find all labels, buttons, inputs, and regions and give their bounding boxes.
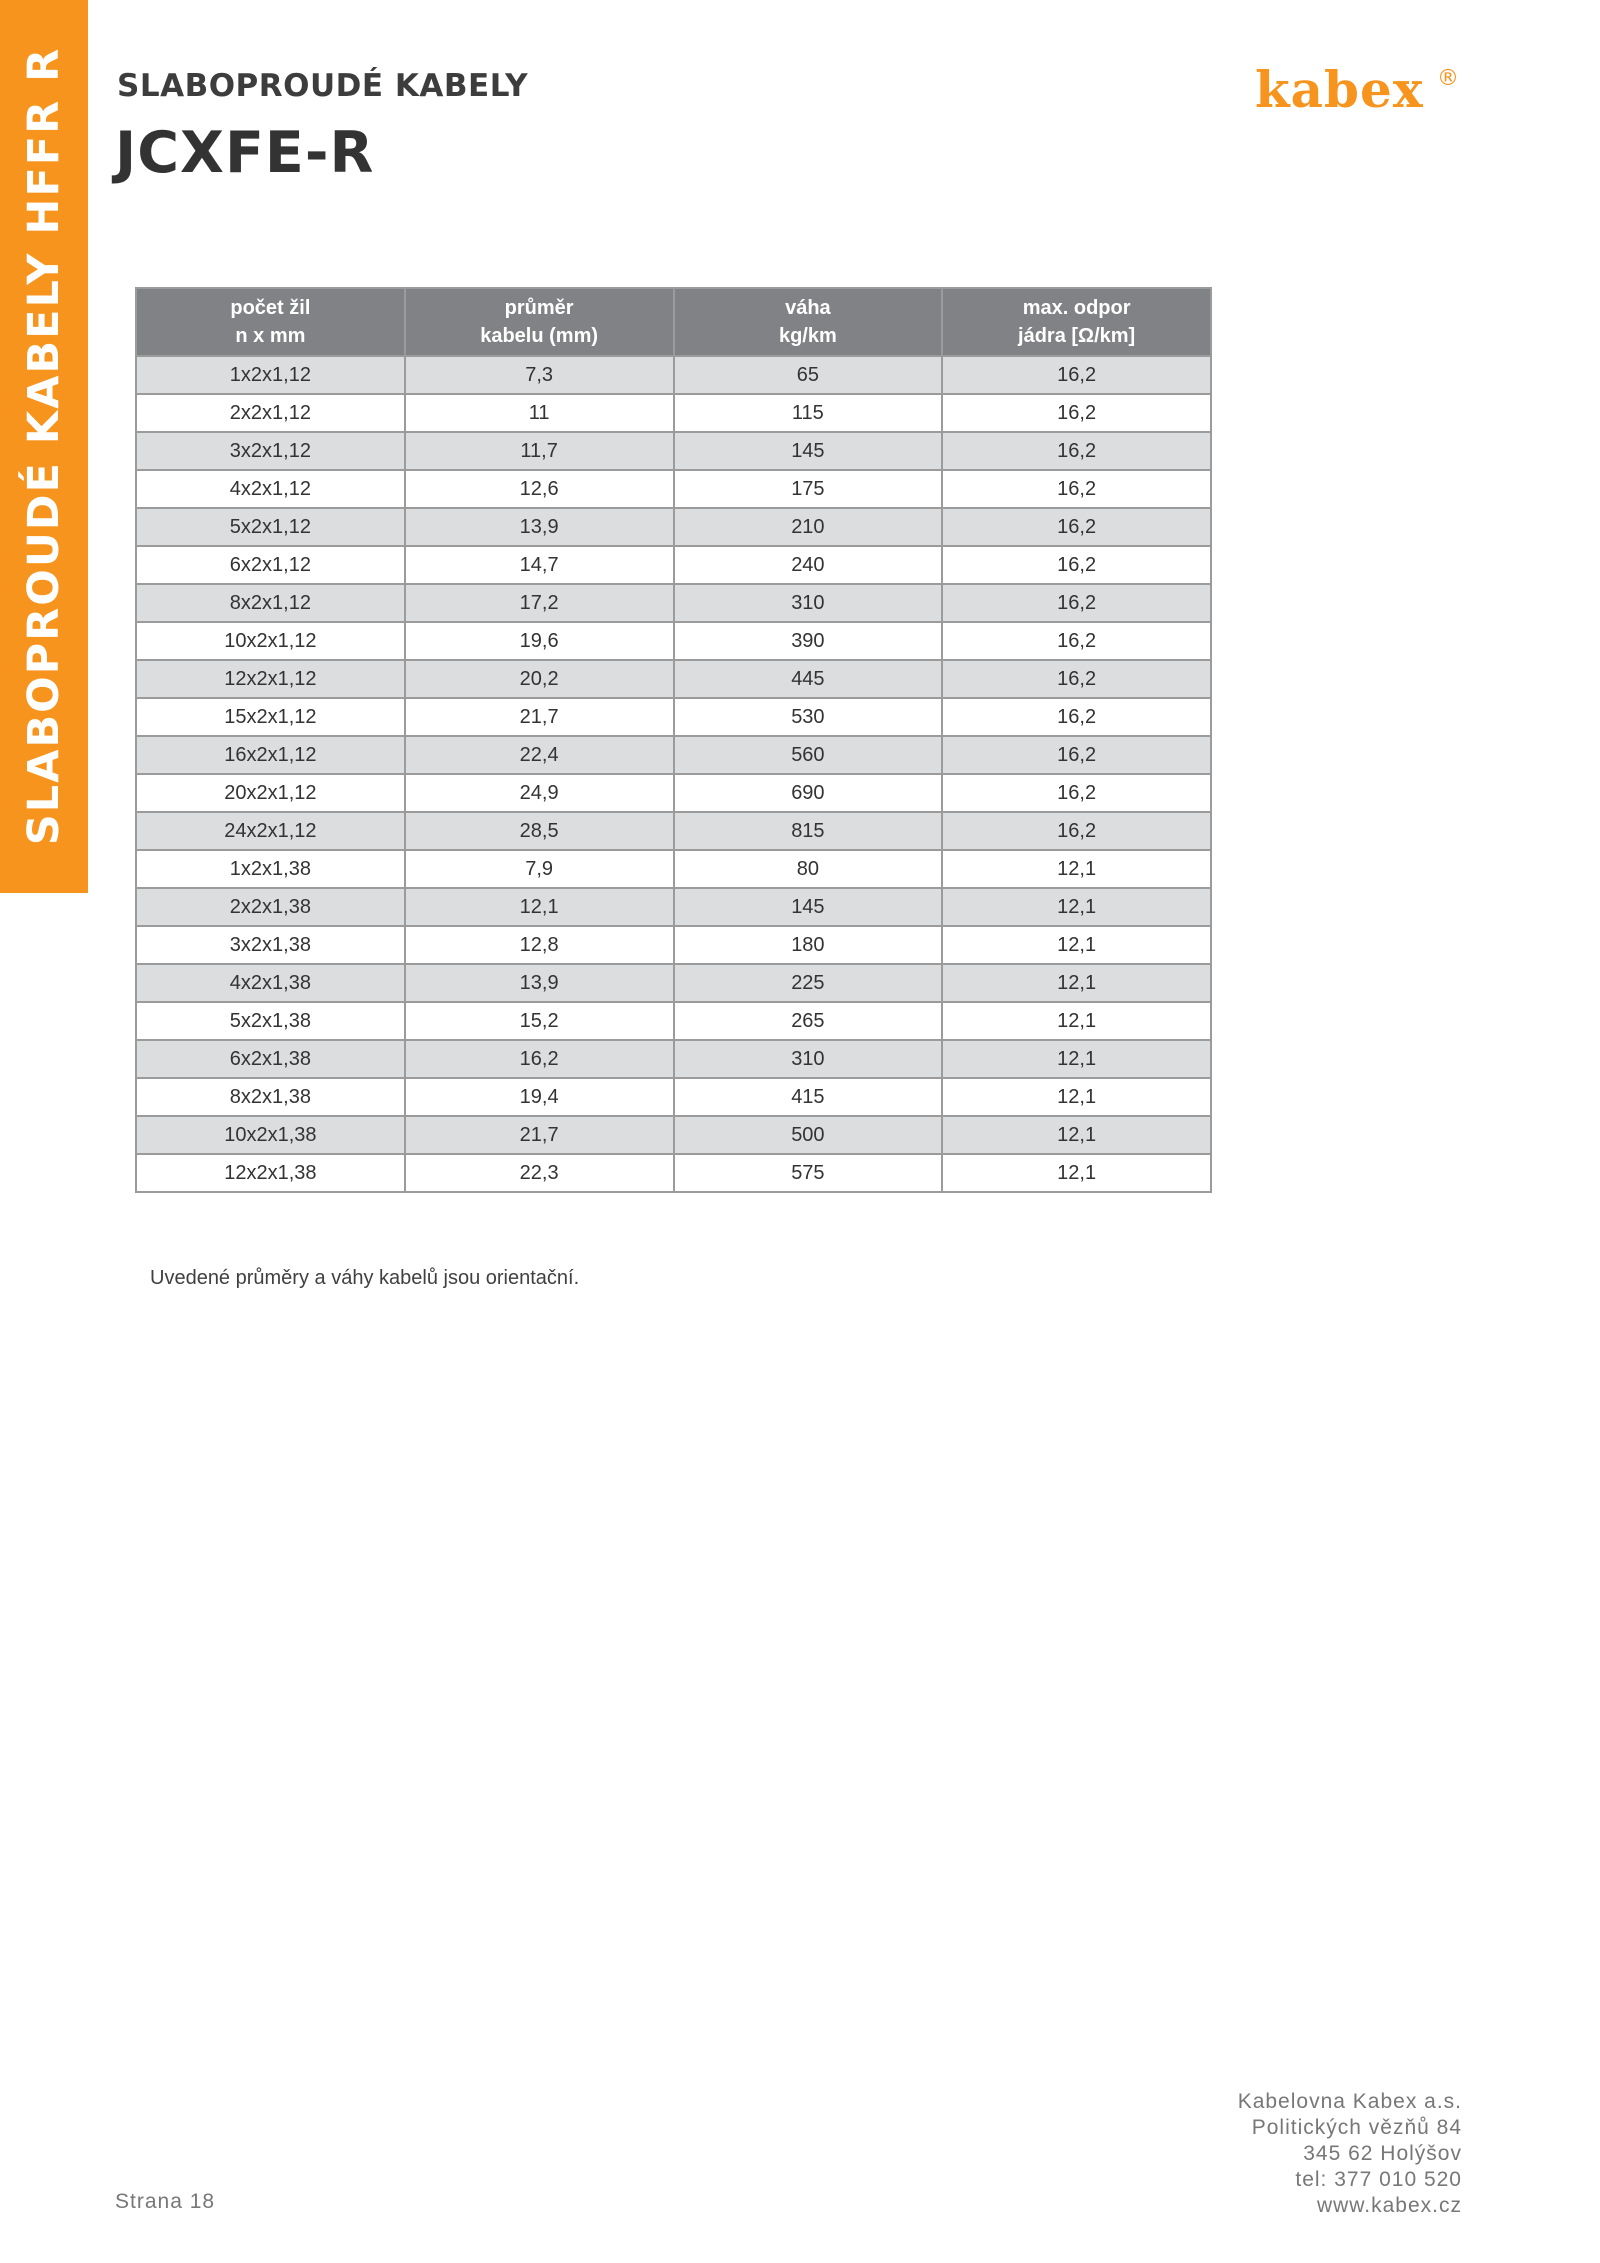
cell-resistance: 12,1 bbox=[942, 1002, 1211, 1040]
header-cores-line2: n x mm bbox=[235, 325, 306, 347]
cell-diameter: 12,6 bbox=[405, 470, 674, 508]
cell-resistance: 16,2 bbox=[942, 394, 1211, 432]
cell-resistance: 16,2 bbox=[942, 470, 1211, 508]
cell-diameter: 12,1 bbox=[405, 888, 674, 926]
logo-text: kabex bbox=[1255, 60, 1424, 119]
cell-resistance: 16,2 bbox=[942, 508, 1211, 546]
cell-weight: 225 bbox=[674, 964, 943, 1002]
cell-cores: 6x2x1,38 bbox=[136, 1040, 405, 1078]
header-diameter-line1: průměr bbox=[504, 297, 574, 319]
address-company: Kabelovna Kabex a.s. bbox=[1237, 2090, 1462, 2113]
cell-diameter: 11,7 bbox=[405, 432, 674, 470]
cell-resistance: 16,2 bbox=[942, 584, 1211, 622]
header-cores bbox=[136, 288, 405, 356]
address-website: www.kabex.cz bbox=[1316, 2194, 1462, 2217]
table-row bbox=[136, 394, 1211, 432]
cell-weight: 530 bbox=[674, 698, 943, 736]
cell-resistance: 16,2 bbox=[942, 622, 1211, 660]
footnote: Uvedené průměry a váhy kabelů jsou orientační. bbox=[150, 1267, 580, 1289]
cell-resistance: 12,1 bbox=[942, 888, 1211, 926]
table-header-row bbox=[136, 288, 1211, 356]
cell-cores: 1x2x1,38 bbox=[136, 850, 405, 888]
header-cores-line1: počet žil bbox=[230, 297, 311, 319]
table-row bbox=[136, 850, 1211, 888]
address-phone: tel: 377 010 520 bbox=[1295, 2168, 1462, 2191]
table-row bbox=[136, 508, 1211, 546]
cell-weight: 560 bbox=[674, 736, 943, 774]
cell-weight: 310 bbox=[674, 1040, 943, 1078]
address-city: 345 62 Holýšov bbox=[1303, 2142, 1462, 2165]
cell-weight: 145 bbox=[674, 432, 943, 470]
header-diameter-line2: kabelu (mm) bbox=[480, 325, 599, 347]
table-row bbox=[136, 356, 1211, 394]
header-diameter bbox=[405, 288, 674, 356]
table-body bbox=[136, 356, 1211, 1192]
company-address bbox=[1238, 2089, 1462, 2219]
cell-weight: 310 bbox=[674, 584, 943, 622]
table-row bbox=[136, 622, 1211, 660]
cell-diameter: 7,9 bbox=[405, 850, 674, 888]
table-row bbox=[136, 736, 1211, 774]
cell-weight: 390 bbox=[674, 622, 943, 660]
cell-cores: 2x2x1,38 bbox=[136, 888, 405, 926]
cell-resistance: 12,1 bbox=[942, 850, 1211, 888]
cell-cores: 10x2x1,12 bbox=[136, 622, 405, 660]
category-heading: SLABOPROUDÉ KABELY bbox=[117, 68, 529, 104]
cell-diameter: 15,2 bbox=[405, 1002, 674, 1040]
sidebar-label: SLABOPROUDÉ KABELY HFFR R bbox=[19, 46, 69, 846]
table-row bbox=[136, 1116, 1211, 1154]
registered-mark: ® bbox=[1437, 66, 1460, 91]
cell-resistance: 16,2 bbox=[942, 774, 1211, 812]
cell-weight: 265 bbox=[674, 1002, 943, 1040]
table-row bbox=[136, 926, 1211, 964]
cell-cores: 1x2x1,12 bbox=[136, 356, 405, 394]
cell-weight: 145 bbox=[674, 888, 943, 926]
table-row bbox=[136, 470, 1211, 508]
cell-cores: 10x2x1,38 bbox=[136, 1116, 405, 1154]
cell-diameter: 20,2 bbox=[405, 660, 674, 698]
cell-diameter: 28,5 bbox=[405, 812, 674, 850]
header-weight bbox=[674, 288, 943, 356]
cell-diameter: 13,9 bbox=[405, 508, 674, 546]
cell-cores: 6x2x1,12 bbox=[136, 546, 405, 584]
cell-weight: 175 bbox=[674, 470, 943, 508]
cell-resistance: 12,1 bbox=[942, 1078, 1211, 1116]
cell-diameter: 19,6 bbox=[405, 622, 674, 660]
cell-cores: 3x2x1,38 bbox=[136, 926, 405, 964]
cell-weight: 500 bbox=[674, 1116, 943, 1154]
cell-diameter: 13,9 bbox=[405, 964, 674, 1002]
cell-cores: 16x2x1,12 bbox=[136, 736, 405, 774]
table-row bbox=[136, 1154, 1211, 1192]
cell-diameter: 21,7 bbox=[405, 698, 674, 736]
header-resistance bbox=[942, 288, 1211, 356]
cell-diameter: 14,7 bbox=[405, 546, 674, 584]
cell-diameter: 16,2 bbox=[405, 1040, 674, 1078]
kabex-logo bbox=[1255, 60, 1460, 119]
cell-diameter: 21,7 bbox=[405, 1116, 674, 1154]
cell-resistance: 16,2 bbox=[942, 660, 1211, 698]
table-row bbox=[136, 660, 1211, 698]
cell-diameter: 22,4 bbox=[405, 736, 674, 774]
sidebar-band bbox=[0, 0, 88, 893]
table-row bbox=[136, 1002, 1211, 1040]
table-row bbox=[136, 812, 1211, 850]
cell-weight: 240 bbox=[674, 546, 943, 584]
header-resistance-line1: max. odpor bbox=[1022, 297, 1131, 319]
cell-weight: 80 bbox=[674, 850, 943, 888]
cell-resistance: 16,2 bbox=[942, 546, 1211, 584]
cell-diameter: 17,2 bbox=[405, 584, 674, 622]
table-row bbox=[136, 698, 1211, 736]
cell-weight: 575 bbox=[674, 1154, 943, 1192]
cell-diameter: 12,8 bbox=[405, 926, 674, 964]
cell-cores: 8x2x1,38 bbox=[136, 1078, 405, 1116]
cell-resistance: 12,1 bbox=[942, 926, 1211, 964]
table-row bbox=[136, 774, 1211, 812]
cell-cores: 3x2x1,12 bbox=[136, 432, 405, 470]
cell-weight: 445 bbox=[674, 660, 943, 698]
page-number: Strana 18 bbox=[115, 2190, 216, 2213]
cell-resistance: 12,1 bbox=[942, 1040, 1211, 1078]
table-row bbox=[136, 546, 1211, 584]
cell-cores: 8x2x1,12 bbox=[136, 584, 405, 622]
cell-cores: 24x2x1,12 bbox=[136, 812, 405, 850]
cell-resistance: 12,1 bbox=[942, 1116, 1211, 1154]
table-row bbox=[136, 584, 1211, 622]
address-street: Politických vězňů 84 bbox=[1251, 2116, 1462, 2139]
cell-weight: 65 bbox=[674, 356, 943, 394]
cell-diameter: 7,3 bbox=[405, 356, 674, 394]
cell-diameter: 24,9 bbox=[405, 774, 674, 812]
cell-weight: 415 bbox=[674, 1078, 943, 1116]
header-weight-line1: váha bbox=[785, 297, 831, 319]
cell-weight: 115 bbox=[674, 394, 943, 432]
cable-spec-table bbox=[135, 287, 1212, 1193]
table-row bbox=[136, 1040, 1211, 1078]
cell-cores: 4x2x1,38 bbox=[136, 964, 405, 1002]
header-resistance-line2: jádra [Ω/km] bbox=[1018, 325, 1136, 347]
cell-resistance: 16,2 bbox=[942, 736, 1211, 774]
cell-cores: 12x2x1,12 bbox=[136, 660, 405, 698]
cell-weight: 180 bbox=[674, 926, 943, 964]
table-row bbox=[136, 888, 1211, 926]
header-weight-line2: kg/km bbox=[778, 325, 837, 347]
cell-cores: 12x2x1,38 bbox=[136, 1154, 405, 1192]
cell-resistance: 12,1 bbox=[942, 964, 1211, 1002]
table-row bbox=[136, 1078, 1211, 1116]
cell-cores: 5x2x1,38 bbox=[136, 1002, 405, 1040]
cell-weight: 210 bbox=[674, 508, 943, 546]
cell-weight: 815 bbox=[674, 812, 943, 850]
cell-diameter: 11 bbox=[405, 394, 674, 432]
cell-diameter: 22,3 bbox=[405, 1154, 674, 1192]
cell-resistance: 16,2 bbox=[942, 812, 1211, 850]
table-row bbox=[136, 432, 1211, 470]
cell-resistance: 16,2 bbox=[942, 356, 1211, 394]
cell-resistance: 12,1 bbox=[942, 1154, 1211, 1192]
cell-cores: 2x2x1,12 bbox=[136, 394, 405, 432]
product-title: JCXFE-R bbox=[115, 120, 375, 186]
cell-diameter: 19,4 bbox=[405, 1078, 674, 1116]
table-row bbox=[136, 964, 1211, 1002]
cell-resistance: 16,2 bbox=[942, 698, 1211, 736]
cell-cores: 15x2x1,12 bbox=[136, 698, 405, 736]
cell-resistance: 16,2 bbox=[942, 432, 1211, 470]
cell-weight: 690 bbox=[674, 774, 943, 812]
cell-cores: 5x2x1,12 bbox=[136, 508, 405, 546]
cell-cores: 20x2x1,12 bbox=[136, 774, 405, 812]
cell-cores: 4x2x1,12 bbox=[136, 470, 405, 508]
